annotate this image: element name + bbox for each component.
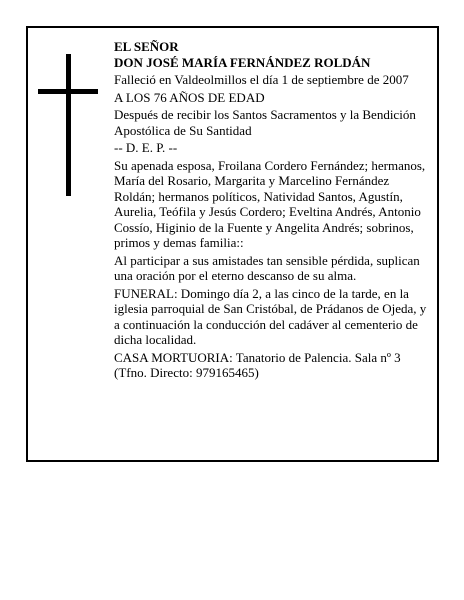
cross-icon-vertical-bar (66, 54, 71, 196)
rip-line: -- D. E. P. -- (114, 140, 178, 155)
family-paragraph: Su apenada esposa, Froilana Cordero Fernández; hermanos, María del Rosario, Margarita y Marcelino Fernández Roldán; hermanos políticos, Natividad Santos, Agustín, Aurelia, Teófila y Jesús Cordero; Eveltina Andrés, Antonio Cossío, Higinio de la Fuente y Angelita Andrés; sobrinos, primos y demas familia:: (114, 157, 426, 250)
death-statement: Falleció en Valdeolmillos el día 1 de septiembre de 2007 (114, 72, 409, 87)
sacraments-statement: Después de recibir los Santos Sacramentos y la Bendición Apostólica de Su Santidad (114, 107, 416, 138)
cross-icon-horizontal-bar (38, 89, 98, 94)
deceased-name: DON JOSÉ MARÍA FERNÁNDEZ ROLDÁN (114, 54, 371, 70)
obituary-text (114, 39, 430, 383)
notice-title: EL SEÑOR (114, 39, 179, 54)
age-statement: A LOS 76 AÑOS DE EDAD (114, 89, 265, 105)
mortuary-details: CASA MORTUORIA: Tanatorio de Palencia. Sala nº 3 (Tfno. Directo: 979165465) (114, 349, 401, 380)
prayer-request: Al participar a sus amistades tan sensible pérdida, suplican una oración por el eterno descanso de su alma. (114, 252, 420, 283)
funeral-details: FUNERAL: Domingo día 2, a las cinco de la tarde, en la iglesia parroquial de San Cristóbal, de Prádanos de Ojeda, y a continuación la conducción del cadáver al cementerio de dicha localidad. (114, 285, 427, 347)
